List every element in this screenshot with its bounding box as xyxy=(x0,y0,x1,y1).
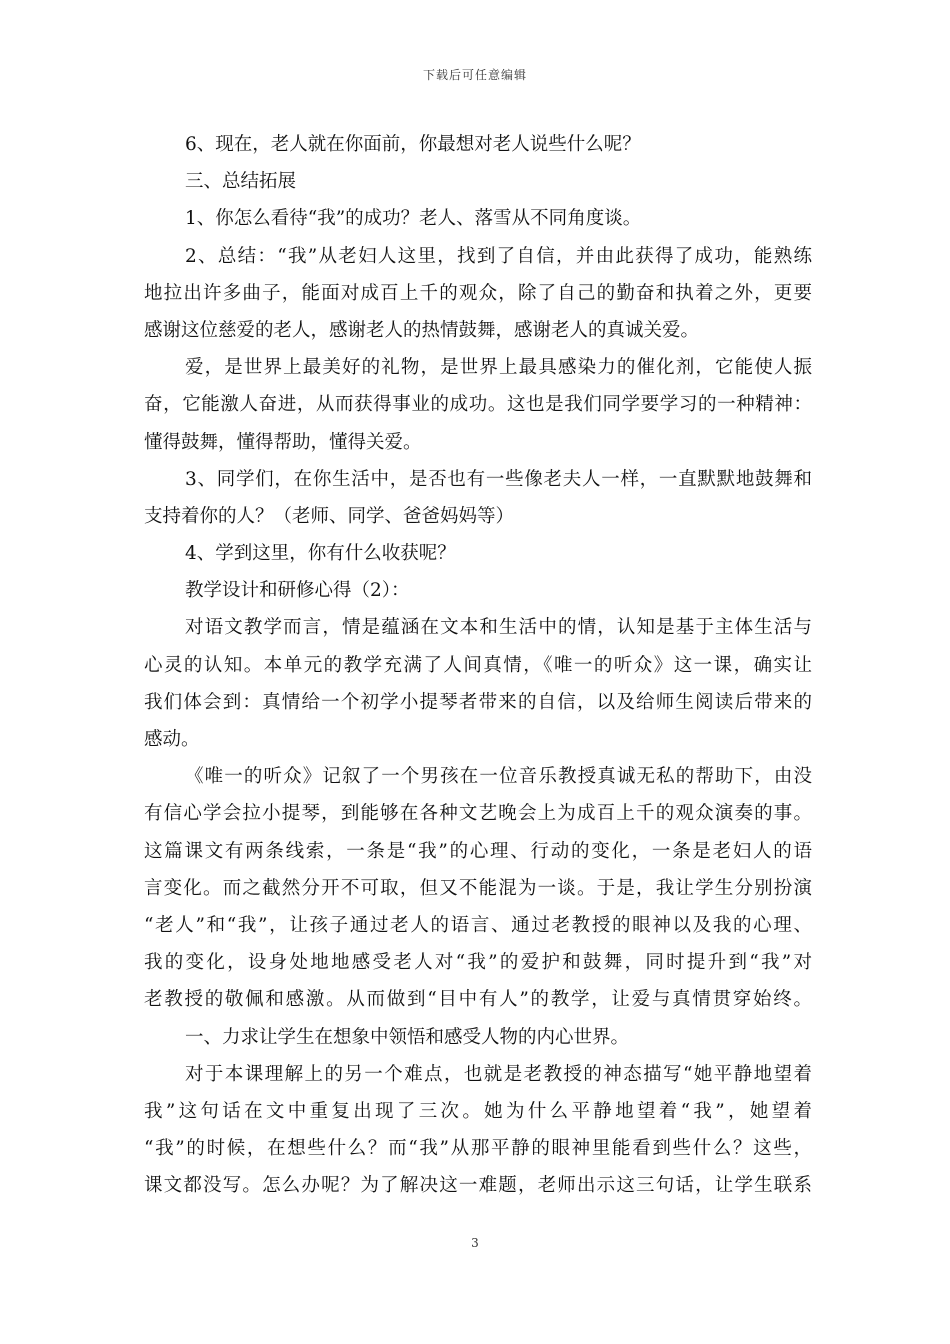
text-line: 奋，它能激人奋进，从而获得事业的成功。这也是我们同学要学习的一种精神： xyxy=(144,394,812,416)
text-line: 4、学到这里，你有什么收获呢？ xyxy=(185,543,456,565)
text-line: 一、力求让学生在想象中领悟和感受人物的内心世界。 xyxy=(185,1026,630,1048)
text-line: 教学设计和研修心得（2）： xyxy=(185,580,410,602)
text-line: 我的变化，设身处地地感受老人对“我”的爱护和鼓舞，同时提升到“我”对 xyxy=(144,952,812,974)
document-body xyxy=(144,126,812,1204)
text-line: 感动。 xyxy=(144,729,200,750)
text-line: 6、现在，老人就在你面前，你最想对老人说些什么呢？ xyxy=(185,134,641,155)
text-line: 感谢这位慈爱的老人，感谢老人的热情鼓舞，感谢老人的真诚关爱。 xyxy=(144,319,700,341)
text-line: 3、同学们，在你生活中，是否也有一些像老夫人一样，一直默默地鼓舞和 xyxy=(185,468,812,490)
text-line: 对语文教学而言，情是蕴涵在文本和生活中的情，认知是基于主体生活与 xyxy=(185,617,812,639)
text-line: 《唯一的听众》记叙了一个男孩在一位音乐教授真诚无私的帮助下，由没 xyxy=(185,766,812,788)
text-line: 地拉出许多曲子，能面对成百上千的观众，除了自己的勤奋和执着之外，更要 xyxy=(144,282,812,304)
text-line: 对于本课理解上的另一个难点，也就是老教授的神态描写“她平静地望着 xyxy=(185,1063,812,1085)
text-line: 老教授的敬佩和感激。从而做到“目中有人”的教学，让爱与真情贯穿始终。 xyxy=(144,989,812,1011)
text-line: 三、总结拓展 xyxy=(185,171,297,193)
text-line: 2、总结：“我”从老妇人这里，找到了自信，并由此获得了成功，能熟练 xyxy=(185,245,812,267)
page-header: 下载后可任意编辑 xyxy=(422,68,527,82)
text-line: 我”这句话在文中重复出现了三次。她为什么平静地望着“我”，她望着 xyxy=(144,1100,812,1122)
text-line: 课文都没写。怎么办呢？为了解决这一难题，老师出示这三句话，让学生联系 xyxy=(144,1175,812,1197)
text-line: 这篇课文有两条线索，一条是“我”的心理、行动的变化，一条是老妇人的语 xyxy=(144,840,812,862)
text-line: 爱，是世界上最美好的礼物，是世界上最具感染力的催化剂，它能使人振 xyxy=(185,357,812,379)
page-number: 3 xyxy=(471,1236,479,1250)
text-line: 我们体会到：真情给一个初学小提琴者带来的自信，以及给师生阅读后带来的 xyxy=(144,691,812,713)
text-line: 有信心学会拉小提琴，到能够在各种文艺晚会上为成百上千的观众演奏的事。 xyxy=(144,803,812,825)
text-line: 懂得鼓舞，懂得帮助，懂得关爱。 xyxy=(144,431,422,453)
text-line: 1、你怎么看待“我”的成功？老人、落雪从不同角度谈。 xyxy=(185,208,642,230)
text-line: 心灵的认知。本单元的教学充满了人间真情，《唯一的听众》这一课，确实让 xyxy=(144,654,812,676)
text-line: 支持着你的人？（老师、同学、爸爸妈妈等） xyxy=(144,505,515,527)
text-line: “老人”和“我”，让孩子通过老人的语言、通过老教授的眼神以及我的心理、 xyxy=(144,914,812,936)
text-line: “我”的时候，在想些什么？而“我”从那平静的眼神里能看到些什么？这些， xyxy=(144,1138,812,1160)
text-line: 言变化。而之截然分开不可取，但又不能混为一谈。于是，我让学生分别扮演 xyxy=(144,877,812,899)
